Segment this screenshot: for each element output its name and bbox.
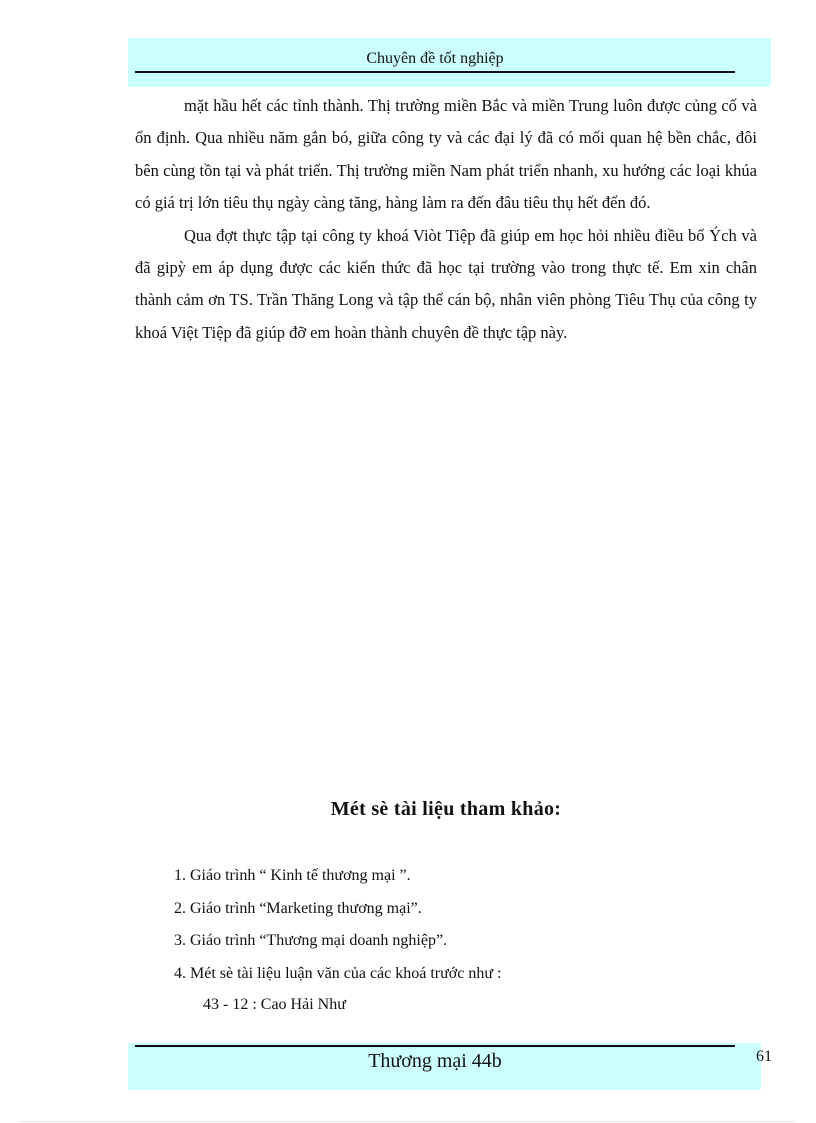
page-header-title: Chuyên đề tốt nghiệp bbox=[366, 50, 504, 67]
page-bottom-divider bbox=[20, 1121, 796, 1122]
reference-item: 2. Giáo trình “Marketing thương mại”. bbox=[174, 899, 422, 917]
paragraph-2: Qua đợt thực tập tại công ty khoá Viòt Tiệp đã giúp em học hỏi nhiều điều bổ Ých và đã gipỳ em áp dụng được các kiến thức đã học tại trường vào trong thực tế. Em xin chân thành cảm ơn TS. Trần Thăng Long và tập thể cán bộ, nhân viên phòng Tiêu Thụ của công ty khoá Việt Tiệp đã giúp đỡ em hoàn thành chuyên đề thực tập này. bbox=[135, 225, 757, 342]
body-text bbox=[135, 90, 757, 349]
reference-item: 4. Mét sè tài liệu luận văn của các khoá trước như : bbox=[174, 964, 502, 982]
reference-sub-item: 43 - 12 : Cao Hải Như bbox=[203, 996, 346, 1013]
reference-item: 3. Giáo trình “Thương mại doanh nghiệp”. bbox=[174, 932, 448, 949]
paragraph-1: mặt hầu hết các tỉnh thành. Thị trường miền Bắc và miền Trung luôn được củng cố và ổn định. Qua nhiều năm gắn bó, giữa công ty và các đại lý đã có mối quan hệ bền chắc, đôi bên cùng tồn tại và phát triển. Thị trường miền Nam phát triển nhanh, xu hướng các loại khúa có giá trị lớn tiêu thụ ngày càng tăng, hàng làm ra đến đâu tiêu thụ hết đến đó. bbox=[135, 96, 757, 213]
footer-label: Thương mại 44b bbox=[368, 1050, 502, 1072]
reference-item: 1. Giáo trình “ Kinh tế thương mại ”. bbox=[174, 867, 411, 884]
page-number: 61 bbox=[756, 1048, 772, 1065]
references-heading: Mét sè tài liệu tham khảo: bbox=[330, 798, 562, 820]
footer-rule bbox=[135, 1045, 735, 1047]
header-rule bbox=[135, 71, 735, 73]
references-list bbox=[174, 862, 501, 992]
